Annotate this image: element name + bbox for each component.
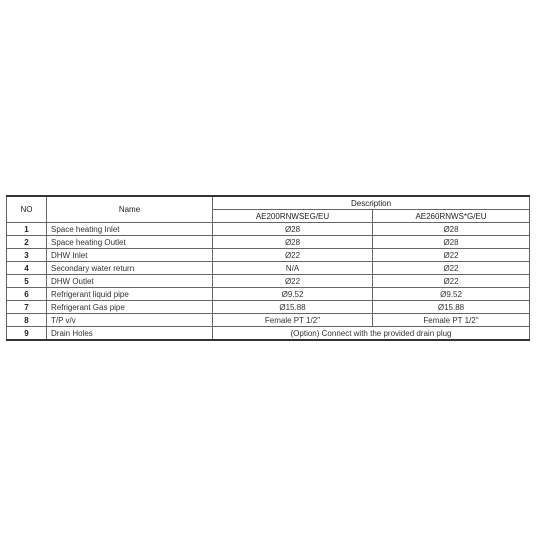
header-model-b: AE260RNWS*G/EU xyxy=(373,210,530,223)
row-name: T/P v/v xyxy=(47,314,213,327)
table-row xyxy=(7,275,530,288)
row-number: 3 xyxy=(7,249,47,262)
row-name: DHW Outlet xyxy=(47,275,213,288)
row-number: 8 xyxy=(7,314,47,327)
row-name: Space heating Outlet xyxy=(47,236,213,249)
row-value-model-b: Female PT 1/2" xyxy=(373,314,530,327)
row-value-model-a: Ø28 xyxy=(213,236,373,249)
header-model-a: AE200RNWSEG/EU xyxy=(213,210,373,223)
row-name: DHW Inlet xyxy=(47,249,213,262)
row-value-model-b: Ø22 xyxy=(373,249,530,262)
row-value-model-a: Ø22 xyxy=(213,249,373,262)
row-number: 7 xyxy=(7,301,47,314)
row-name: Space heating Inlet xyxy=(47,223,213,236)
table-row xyxy=(7,236,530,249)
header-name: Name xyxy=(47,196,213,223)
row-name: Drain Holes xyxy=(47,327,213,341)
row-value-model-a: Ø9.52 xyxy=(213,288,373,301)
row-value-merged: (Option) Connect with the provided drain plug xyxy=(213,327,530,341)
row-name: Refrigerant Gas pipe xyxy=(47,301,213,314)
table-row xyxy=(7,223,530,236)
row-value-model-b: Ø28 xyxy=(373,236,530,249)
row-number: 1 xyxy=(7,223,47,236)
row-name: Refrigerant liquid pipe xyxy=(47,288,213,301)
row-number: 2 xyxy=(7,236,47,249)
row-number: 9 xyxy=(7,327,47,341)
row-name: Secondary water return xyxy=(47,262,213,275)
table-row xyxy=(7,314,530,327)
pipe-specification-table xyxy=(6,195,530,341)
row-value-model-a: Ø28 xyxy=(213,223,373,236)
row-number: 5 xyxy=(7,275,47,288)
row-value-model-b: Ø22 xyxy=(373,262,530,275)
header-description: Description xyxy=(213,196,530,210)
table-row xyxy=(7,288,530,301)
row-number: 4 xyxy=(7,262,47,275)
row-value-model-b: Ø15.88 xyxy=(373,301,530,314)
table-row xyxy=(7,301,530,314)
row-value-model-b: Ø22 xyxy=(373,275,530,288)
row-value-model-a: Ø15.88 xyxy=(213,301,373,314)
header-no: NO xyxy=(7,196,47,223)
row-value-model-a: Ø22 xyxy=(213,275,373,288)
row-value-model-b: Ø28 xyxy=(373,223,530,236)
table-row xyxy=(7,262,530,275)
table-row xyxy=(7,249,530,262)
row-value-model-b: Ø9.52 xyxy=(373,288,530,301)
row-value-model-a: N/A xyxy=(213,262,373,275)
row-value-model-a: Female PT 1/2" xyxy=(213,314,373,327)
row-number: 6 xyxy=(7,288,47,301)
table-row xyxy=(7,327,530,341)
